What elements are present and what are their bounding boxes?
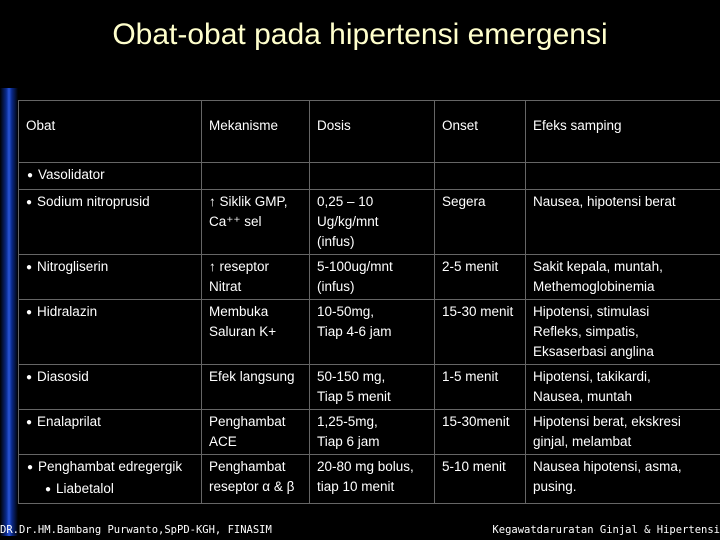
drug-cell xyxy=(19,410,202,455)
cell-line: Ug/kg/mnt xyxy=(317,214,379,229)
cell-line: Hipotensi, takikardi, xyxy=(533,369,651,384)
cell-line: Saluran K+ xyxy=(209,324,277,339)
mechanism-cell xyxy=(202,190,310,255)
drug-name: Diasosid xyxy=(37,369,89,384)
empty-cell xyxy=(526,163,720,190)
drug-name: Hidralazin xyxy=(37,304,98,319)
table-row xyxy=(19,190,720,255)
cell-line: tiap 10 menit xyxy=(317,479,395,494)
side-effect-cell xyxy=(526,190,720,255)
table-row xyxy=(19,300,720,365)
group-row xyxy=(19,163,720,190)
dose-cell xyxy=(310,455,435,504)
cell-line: Eksaserbasi anglina xyxy=(533,344,654,359)
cell-line: pusing. xyxy=(533,479,577,494)
cell-line: Nitrat xyxy=(209,279,242,294)
cell-line: 0,25 – 10 xyxy=(317,194,374,209)
cell-line: Penghambat xyxy=(209,414,286,429)
drug-cell xyxy=(19,455,202,504)
mechanism-cell xyxy=(202,255,310,300)
drug-cell xyxy=(19,300,202,365)
dose-cell xyxy=(310,190,435,255)
mechanism-cell xyxy=(202,300,310,365)
drug-name: Enalaprilat xyxy=(37,414,101,429)
dose-cell xyxy=(310,410,435,455)
onset-cell: 1-5 menit xyxy=(435,365,526,410)
column-header: Obat xyxy=(19,101,202,163)
drug-cell xyxy=(19,255,202,300)
empty-cell xyxy=(310,163,435,190)
cell-line: Efek langsung xyxy=(209,369,295,384)
group-label: Vasolidator xyxy=(38,167,105,182)
cell-line: 50-150 mg, xyxy=(317,369,386,384)
cell-line: 10-50mg, xyxy=(317,304,375,319)
column-header: Onset xyxy=(435,101,526,163)
mechanism-cell xyxy=(202,410,310,455)
drug-sub-line xyxy=(27,479,194,501)
table-header-row xyxy=(19,101,720,163)
cell-line: ↑ reseptor xyxy=(209,259,270,274)
group-cell xyxy=(19,163,202,190)
side-effect-cell xyxy=(526,300,720,365)
cell-line: Tiap 6 jam xyxy=(317,434,380,449)
table-row xyxy=(19,410,720,455)
dose-cell xyxy=(310,300,435,365)
cell-line: Tiap 5 menit xyxy=(317,389,391,404)
bullet-icon: ● xyxy=(26,417,33,428)
cell-line: Refleks, simpatis, xyxy=(533,324,639,339)
cell-line: (infus) xyxy=(317,234,355,249)
cell-line: Penghambat xyxy=(209,459,286,474)
drug-cell xyxy=(19,365,202,410)
dose-cell xyxy=(310,365,435,410)
cell-line: 20-80 mg bolus, xyxy=(317,459,414,474)
cell-line: ACE xyxy=(209,434,237,449)
slide-title: Obat-obat pada hipertensi emergensi xyxy=(112,18,608,51)
bullet-icon: ● xyxy=(27,462,34,473)
bullet-icon: ● xyxy=(27,170,34,181)
side-effect-cell xyxy=(526,410,720,455)
cell-line: (infus) xyxy=(317,279,355,294)
mechanism-cell xyxy=(202,455,310,504)
decorative-side-bar xyxy=(0,88,18,536)
side-effect-cell xyxy=(526,365,720,410)
cell-line: Sakit kepala, muntah, xyxy=(533,259,663,274)
cell-line: Nausea, hipotensi berat xyxy=(533,194,676,209)
cell-line: Nausea hipotensi, asma, xyxy=(533,459,682,474)
bullet-icon: ● xyxy=(26,197,33,208)
footer-course: Kegawatdaruratan Ginjal & Hipertensi xyxy=(492,524,720,536)
cell-line: ginjal, melambat xyxy=(533,434,632,449)
column-header: Efeks samping xyxy=(526,101,720,163)
cell-line: Membuka xyxy=(209,304,269,319)
column-header: Mekanisme xyxy=(202,101,310,163)
cell-line: Tiap 4-6 jam xyxy=(317,324,392,339)
dose-cell xyxy=(310,255,435,300)
table-row xyxy=(19,455,720,504)
empty-cell xyxy=(202,163,310,190)
drug-group-name: Penghambat edregergik xyxy=(38,459,183,474)
onset-cell: 15-30menit xyxy=(435,410,526,455)
cell-line: Hipotensi, stimulasi xyxy=(533,304,650,319)
cell-line: Hipotensi berat, ekskresi xyxy=(533,414,681,429)
drug-table xyxy=(18,100,720,504)
side-effect-cell xyxy=(526,455,720,504)
cell-line: Nausea, muntah xyxy=(533,389,633,404)
bullet-icon: ● xyxy=(45,484,52,495)
cell-line: Methemoglobinemia xyxy=(533,279,655,294)
bullet-icon: ● xyxy=(26,372,33,383)
table-row xyxy=(19,365,720,410)
drug-name: Sodium nitroprusid xyxy=(37,194,150,209)
cell-line: ↑ Siklik GMP, xyxy=(209,194,288,209)
empty-cell xyxy=(435,163,526,190)
table-row xyxy=(19,255,720,300)
footer-author: DR.Dr.HM.Bambang Purwanto,SpPD-KGH, FINASIM xyxy=(0,524,272,536)
drug-name: Nitrogliserin xyxy=(37,259,109,274)
onset-cell: 15-30 menit xyxy=(435,300,526,365)
cell-line: Ca⁺⁺ sel xyxy=(209,214,262,229)
cell-line: 1,25-5mg, xyxy=(317,414,378,429)
cell-line: 5-100ug/mnt xyxy=(317,259,393,274)
side-effect-cell xyxy=(526,255,720,300)
onset-cell: 2-5 menit xyxy=(435,255,526,300)
drug-cell xyxy=(19,190,202,255)
onset-cell: Segera xyxy=(435,190,526,255)
bullet-icon: ● xyxy=(26,262,33,273)
mechanism-cell xyxy=(202,365,310,410)
cell-line: reseptor α & β xyxy=(209,479,295,494)
column-header: Dosis xyxy=(310,101,435,163)
onset-cell: 5-10 menit xyxy=(435,455,526,504)
bullet-icon: ● xyxy=(26,307,33,318)
drug-group-line xyxy=(27,457,194,479)
drug-name: Liabetalol xyxy=(56,481,114,496)
